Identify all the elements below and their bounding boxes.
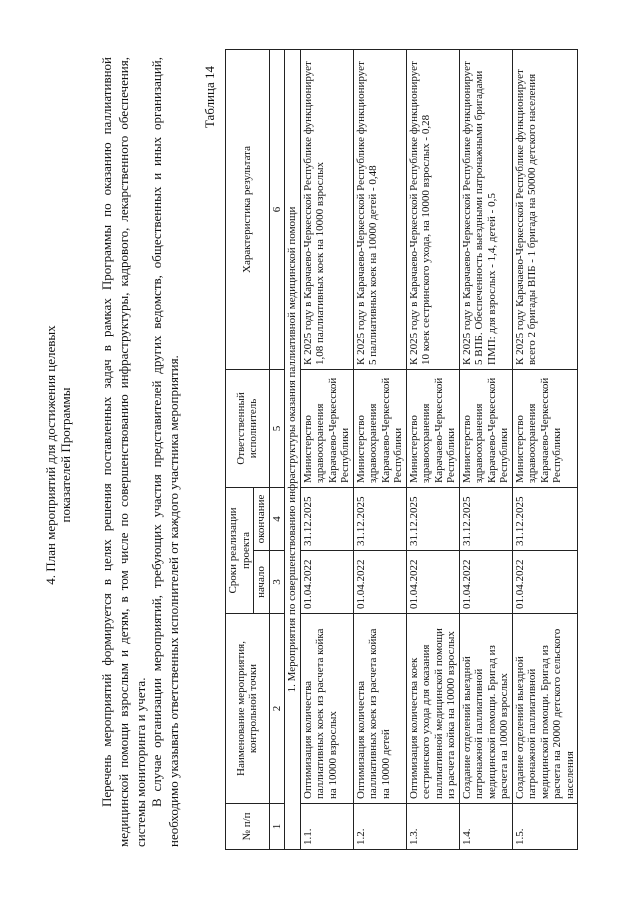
table-row [406,49,459,849]
row-name: Оптимизация количества паллиативных коек из расчета койка на 10000 взрослых [300,614,353,804]
row-executor: Министерство здравоохранения Карачаево-Черкесской Республики [353,369,406,487]
table-row [512,49,578,849]
row-end: 31.12.2025 [512,487,578,550]
row-end: 31.12.2025 [300,487,353,550]
measures-table [225,49,578,850]
section-heading: 1. Мероприятия по совершенствованию инфраструктуры оказания паллиативной медицинской помощи [285,49,301,849]
header-row [226,49,254,849]
row-num: 1.3. [406,804,459,850]
column-number-row [269,49,285,849]
col-number: 2 [269,614,285,804]
row-end: 31.12.2025 [353,487,406,550]
header-num: № п/п [226,804,270,850]
row-executor: Министерство здравоохранения Карачаево-Черкесской Республики [406,369,459,487]
row-name: Создание отделений выездной патронажной паллиативной медицинской помощи. Бригад из расчета на 10000 взрослых [459,614,512,804]
row-result: К 2025 году в Карачаево-Черкесской Республике функционирует 5 ВПБ. Обеспеченность выездными патронажными бригадами ПМП: для взрослых - 1,4, детей - 0,5 [459,49,512,369]
row-start: 01.04.2022 [459,551,512,614]
row-num: 1.2. [353,804,406,850]
row-num: 1.4. [459,804,512,850]
row-result: К 2025 году Карачаево-Черкесской Республике функционирует всего 2 бригады ВПБ - 1 бригада на 50000 детского населения [512,49,578,369]
row-start: 01.04.2022 [406,551,459,614]
row-start: 01.04.2022 [512,551,578,614]
section-title-line1: 4. План мероприятий для достижения целевых [43,325,58,585]
row-start: 01.04.2022 [353,551,406,614]
header-result: Характеристика результата [226,49,270,369]
table-row [353,49,406,849]
table-row [459,49,512,849]
row-start: 01.04.2022 [300,551,353,614]
row-result: К 2025 году в Карачаево-Черкесской Республике функционирует 5 паллиативных коек на 10000 детей - 0,48 [353,49,406,369]
row-executor: Министерство здравоохранения Карачаево-Черкесской Республики [512,369,578,487]
row-result: К 2025 году в Карачаево-Черкесской Республике функционирует 1,08 паллиативных коек на 10000 взрослых [300,49,353,369]
responsibility-paragraph: В случае организации мероприятий, требующих участия представителей других ведомств, общественных и иных организаций, необходимо указывать ответственных исполнителей от каждого участника мероприятия. [149,57,181,847]
table-caption: Таблица 14 [202,66,217,129]
col-number: 1 [269,804,285,850]
row-num: 1.1. [300,804,353,850]
header-executor: Ответственный исполнитель [226,369,270,487]
row-name: Оптимизация количества паллиативных коек из расчета койка на 10000 детей [353,614,406,804]
section-row [285,49,301,849]
col-number: 6 [269,49,285,369]
row-executor: Министерство здравоохранения Карачаево-Черкесской Республики [459,369,512,487]
header-end: окончание [254,487,270,550]
row-end: 31.12.2025 [459,487,512,550]
col-number: 3 [269,551,285,614]
row-num: 1.5. [512,804,578,850]
row-name: Оптимизация количества коек сестринского ухода для оказания паллиативной медицинской помощи из расчета койка на 10000 взрослых [406,614,459,804]
section-title-line2: показателей Программы [58,387,73,523]
row-name: Создание отделений выездной патронажной паллиативной медицинской помощи. Бригад из расчета на 20000 детского сельского населения [512,614,578,804]
header-start: начало [254,551,270,614]
col-number: 4 [269,487,285,550]
row-executor: Министерство здравоохранения Карачаево-Черкесской Республики [300,369,353,487]
header-name: Наименование мероприятия, контрольной точки [226,614,270,804]
col-number: 5 [269,369,285,487]
row-result: К 2025 году в Карачаево-Черкесской Республике функционирует 10 коек сестринского ухода, на 10000 взрослых - 0,28 [406,49,459,369]
table-row [300,49,353,849]
intro-paragraph: Перечень мероприятий формируется в целях решения поставленных задач в рамках Программы по оказанию паллиативной медицинской помощи взрослым и детям, в том числе по совершенствованию инфраструктуры, кадрового, лекарственного обеспечения, системы мониторинга и учета. [99,57,148,847]
row-end: 31.12.2025 [406,487,459,550]
header-terms: Сроки реализации проекта [226,487,254,613]
